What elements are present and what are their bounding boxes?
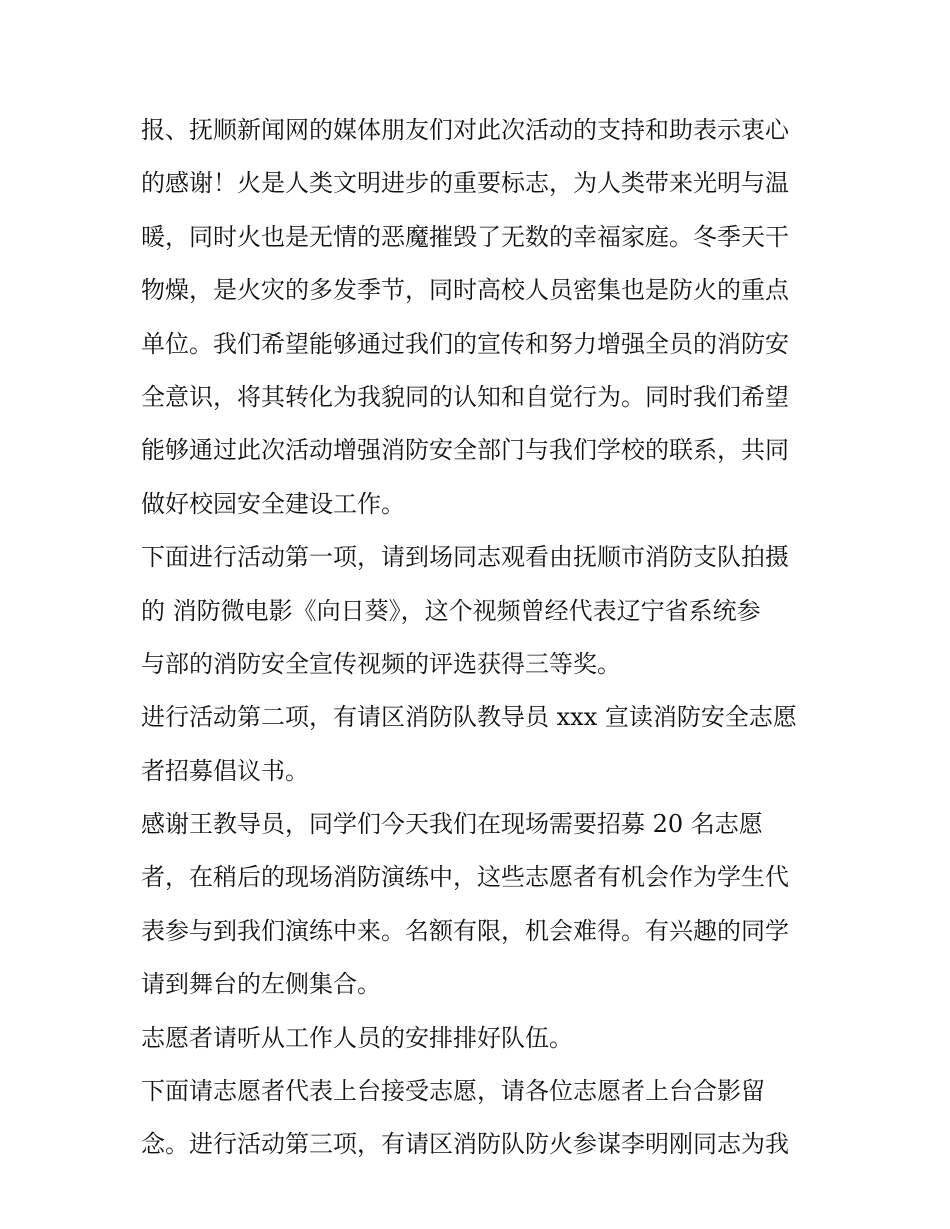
text-line: 进行活动第二项，有请区消防队教导员 xxx 宣读消防安全志愿 (141, 703, 797, 732)
body-text (141, 104, 821, 1172)
text-line: 做好校园安全建设工作。 (141, 489, 405, 518)
text-line: 者招募倡议书。 (141, 756, 309, 785)
text-line: 下面请志愿者代表上台接受志愿，请各位志愿者上台合影留 (141, 1077, 765, 1106)
text-line: 与部的消防安全宣传视频的评选获得三等奖。 (141, 649, 621, 678)
text-line: 志愿者请听从工作人员的安排排好队伍。 (141, 1023, 573, 1052)
text-line: 表参与到我们演练中来。名额有限，机会难得。有兴趣的同学 (141, 916, 789, 945)
text-line: 者，在稍后的现场消防演练中，这些志愿者有机会作为学生代 (141, 863, 789, 892)
text-line: 请到舞台的左侧集合。 (141, 970, 381, 999)
text-line: 的 消防微电影《向日葵》，这个视频曾经代表辽宁省系统参 (141, 596, 761, 625)
text-line: 物燥，是火灾的多发季节，同时高校人员密集也是防火的重点 (141, 276, 789, 305)
text-line: 感谢王教导员，同学们今天我们在现场需要招募 20 名志愿 (141, 810, 763, 839)
text-line: 的感谢！火是人类文明进步的重要标志，为人类带来光明与温 (141, 169, 789, 198)
text-line: 能够通过此次活动增强消防安全部门与我们学校的联系，共同 (141, 436, 789, 465)
text-line: 单位。我们希望能够通过我们的宣传和努力增强全员的消防安 (141, 329, 789, 358)
text-line: 暖，同时火也是无情的恶魔摧毁了无数的幸福家庭。冬季天干 (141, 222, 789, 251)
text-line: 念。进行活动第三项，有请区消防队防火参谋李明刚同志为我 (141, 1130, 789, 1159)
text-line: 全意识，将其转化为我貌同的认知和自觉行为。同时我们希望 (141, 382, 789, 411)
text-line: 下面进行活动第一项，请到场同志观看由抚顺市消防支队拍摄 (141, 543, 789, 572)
text-line: 报、抚顺新闻网的媒体朋友们对此次活动的支持和助表示衷心 (141, 116, 789, 144)
